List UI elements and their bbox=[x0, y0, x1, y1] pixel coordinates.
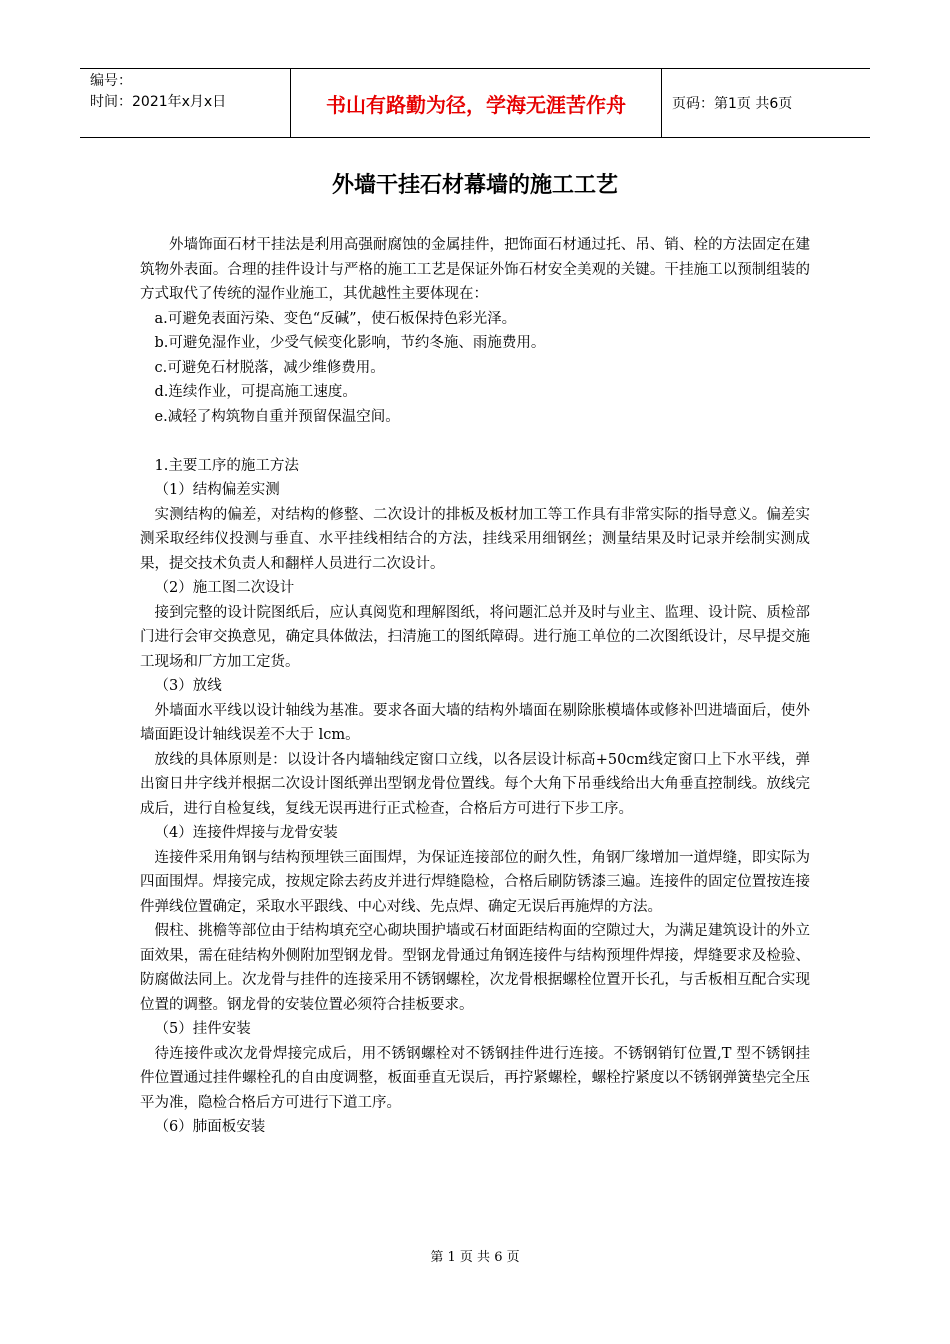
subsection-5-paragraph: 待连接件或次龙骨焊接完成后，用不锈钢螺栓对不锈钢挂件进行连接。不锈钢销钉位置,T 型不锈钢挂件位置通过挂件螺栓孔的自由度调整，板面垂直无误后，再拧紧螺栓，螺栓拧紧度以不锈钢弹簧垫完全压平为准，隐检合格后方可进行下道工序。 bbox=[140, 1045, 810, 1111]
advantage-item-e: e.减轻了构筑物自重并预留保温空间。 bbox=[154, 408, 400, 425]
subsection-4-paragraph-2: 假柱、挑檐等部位由于结构填充空心砌块围护墙或石材面距结构面的空隙过大，为满足建筑设计的外立面效果，需在硅结构外侧附加型钢龙骨。型钢龙骨通过角钢连接件与结构预埋件焊接，焊缝要求及检验、防腐做法同上。次龙骨与挂件的连接采用不锈钢螺栓，次龙骨根据螺栓位置开长孔，与舌板相互配合实现位置的调整。钢龙骨的安装位置必须符合挂板要求。 bbox=[140, 923, 810, 1013]
subsection-heading-5: （5）挂件安装 bbox=[154, 1021, 251, 1037]
subsection-1-paragraph: 实测结构的偏差，对结构的修整、二次设计的排板及板材加工等工作具有非常实际的指导意义。偏差实测采取经纬仪投测与垂直、水平挂线相结合的方法，挂线采用细钢丝；测量结果及时记录并绘制实测成果，提交技术负责人和翻样人员进行二次设计。 bbox=[140, 506, 810, 572]
document-body bbox=[140, 233, 810, 1140]
subsection-4-paragraph-1: 连接件采用角钢与结构预埋铁三面围焊，为保证连接部位的耐久性，角钢厂缘增加一道焊缝，即实际为四面围焊。焊接完成，按规定除去药皮并进行焊缝隐检，合格后刷防锈漆三遍。连接件的固定位置按连接件弹线位置确定，采取水平跟线、中心对线、先点焊、确定无误后再施焊的方法。 bbox=[140, 849, 810, 915]
subsection-heading-4: （4）连接件焊接与龙骨安装 bbox=[154, 825, 338, 841]
subsection-heading-1: （1）结构偏差实测 bbox=[154, 482, 280, 498]
header-page-info: 页码：第1页 共6页 bbox=[672, 96, 793, 112]
page-footer: 第 1 页 共 6 页 bbox=[430, 1250, 520, 1265]
page-header bbox=[80, 68, 870, 138]
subsection-heading-6: （6）肺面板安装 bbox=[154, 1119, 266, 1135]
advantage-item-a: a.可避免表面污染、变色“反碱”，使石板保持色彩光泽。 bbox=[154, 310, 517, 327]
header-meta bbox=[80, 69, 291, 137]
subsection-2-paragraph: 接到完整的设计院图纸后，应认真阅览和理解图纸，将问题汇总并及时与业主、监理、设计院、质检部门进行会审交换意见，确定具体做法，扫清施工的图纸障碍。进行施工单位的二次图纸设计，尽早提交施工现场和厂方加工定货。 bbox=[140, 604, 810, 670]
subsection-3-paragraph-1: 外墙面水平线以设计轴线为基准。要求各面大墙的结构外墙面在剔除胀模墙体或修补凹进墙面后，使外墙面距设计轴线误差不大于 lcm。 bbox=[140, 702, 810, 743]
subsection-heading-2: （2）施工图二次设计 bbox=[154, 580, 295, 596]
header-motto: 书山有路勤为径，学海无涯苦作舟 bbox=[291, 69, 662, 137]
document-number-label: 编号： bbox=[90, 73, 132, 89]
subsection-heading-3: （3）放线 bbox=[154, 678, 222, 694]
section-heading: 1.主要工序的施工方法 bbox=[154, 457, 299, 474]
subsection-3-paragraph-2: 放线的具体原则是：以设计各内墙轴线定窗口立线，以各层设计标高+50cm线定窗口上下水平线，弹出窗日井字线并根据二次设计图纸弹出型钢龙骨位置线。每个大角下吊垂线给出大角垂直控制线。放线完成后，进行自检复线，复线无误再进行正式检查，合格后方可进行下步工序。 bbox=[140, 751, 810, 817]
intro-paragraph: 外墙饰面石材干挂法是利用高强耐腐蚀的金属挂件，把饰面石材通过托、吊、销、栓的方法固定在建筑物外表面。合理的挂件设计与严格的施工工艺是保证外饰石材安全美观的关键。干挂施工以预制组装的方式取代了传统的湿作业施工，其优越性主要体现在： bbox=[140, 237, 810, 302]
document-title: 外墙干挂石材幕墙的施工工艺 bbox=[331, 173, 618, 198]
document-date: 时间：2021年x月x日 bbox=[90, 94, 227, 110]
spacer bbox=[140, 429, 810, 454]
advantage-item-d: d.连续作业，可提高施工速度。 bbox=[154, 384, 357, 400]
advantage-item-b: b.可避免湿作业，少受气候变化影响，节约冬施、雨施费用。 bbox=[154, 335, 546, 351]
advantage-item-c: c.可避免石材脱落，减少维修费用。 bbox=[154, 359, 385, 376]
